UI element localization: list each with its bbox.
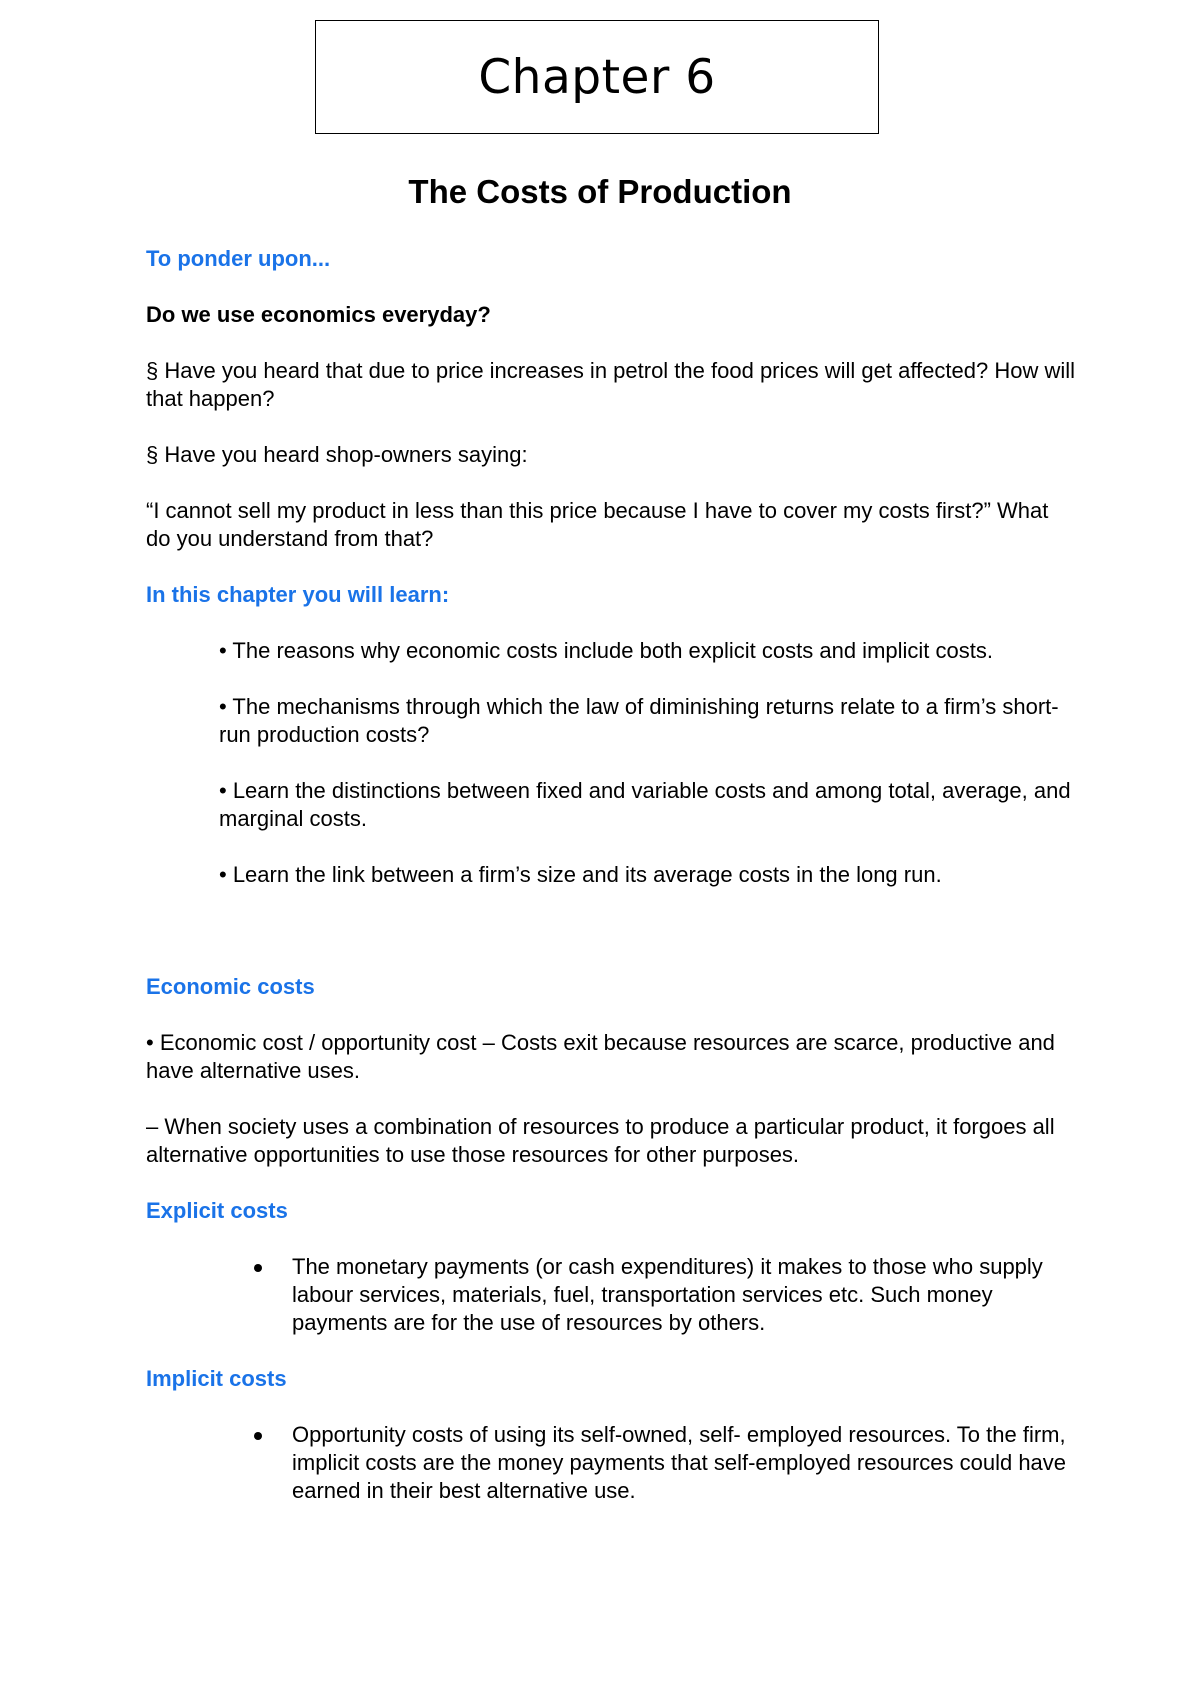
explicit-costs-item: The monetary payments (or cash expenditures) it makes to those who supply labour services, materials, fuel, transportation services etc. Such money payments are for the use of resources by others. [292, 1254, 1043, 1335]
document-title: The Costs of Production [408, 173, 792, 210]
document-body [146, 245, 1076, 1533]
implicit-costs-item: Opportunity costs of using its self-owned, self- employed resources. To the firm, implicit costs are the money payments that self-employed resources could have earned in their best alternative use. [292, 1422, 1067, 1503]
ponder-item-2: § Have you heard shop-owners saying: [146, 442, 528, 467]
economic-costs-heading: Economic costs [146, 974, 315, 999]
list-item [146, 1421, 1076, 1505]
economic-costs-para-2: – When society uses a combination of resources to produce a particular product, it forgoes all alternative opportunities to use those resources for other purposes. [146, 1114, 1055, 1167]
list-item [146, 1253, 1076, 1337]
learn-item-3: • Learn the distinctions between fixed and variable costs and among total, average, and marginal costs. [219, 778, 1071, 831]
ponder-quote: “I cannot sell my product in less than this price because I have to cover my costs first?” What do you understand from that? [146, 498, 1049, 551]
explicit-costs-heading: Explicit costs [146, 1198, 288, 1223]
ponder-question: Do we use economics everyday? [146, 302, 491, 327]
learn-item-2: • The mechanisms through which the law of diminishing returns relate to a firm’s short-run production costs? [219, 694, 1059, 747]
learn-heading: In this chapter you will learn: [146, 582, 450, 607]
bullet-icon [254, 1264, 262, 1272]
implicit-costs-heading: Implicit costs [146, 1366, 287, 1391]
bullet-icon [254, 1432, 262, 1440]
ponder-heading: To ponder upon... [146, 246, 331, 271]
chapter-box [315, 20, 879, 134]
learn-item-4: • Learn the link between a firm’s size and its average costs in the long run. [219, 862, 942, 887]
chapter-label: Chapter 6 [478, 49, 716, 105]
ponder-item-1: § Have you heard that due to price increases in petrol the food prices will get affected? How will that happen? [146, 358, 1075, 411]
learn-item-1: • The reasons why economic costs include both explicit costs and implicit costs. [219, 638, 993, 663]
economic-costs-para-1: • Economic cost / opportunity cost – Costs exit because resources are scarce, productive and have alternative uses. [146, 1030, 1055, 1083]
explicit-costs-list [146, 1253, 1076, 1337]
section-spacer [146, 917, 1076, 973]
implicit-costs-list [146, 1421, 1076, 1505]
